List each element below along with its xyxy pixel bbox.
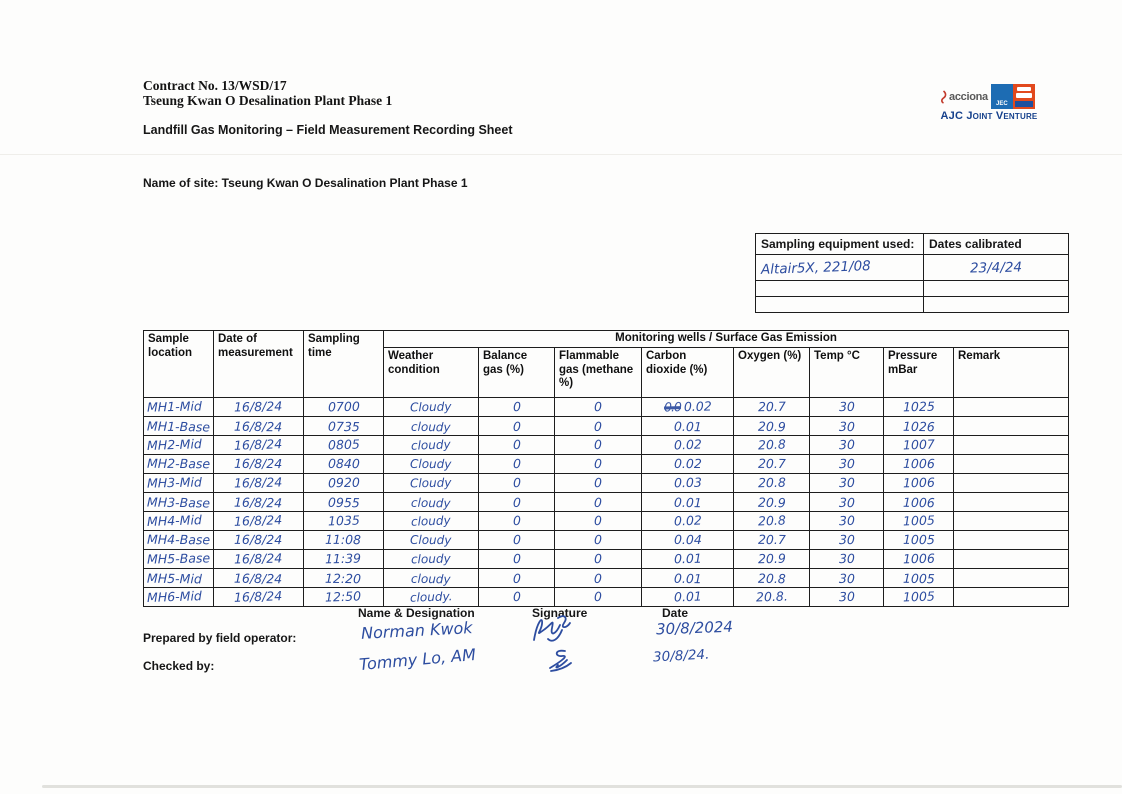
cell-flammable: 0: [555, 455, 642, 474]
header-date-of-measurement: Date of measurement: [214, 331, 304, 398]
contract-header: [143, 78, 392, 108]
cell-co2: 0.01: [642, 569, 734, 588]
cell-weather: Cloudy: [384, 398, 479, 417]
cell-balance: 0: [479, 588, 555, 607]
header-sampling-time: Sampling time: [304, 331, 384, 398]
cell-time: 0735: [304, 417, 384, 436]
dates-empty-cell: [924, 281, 1069, 297]
cell-remark: [954, 474, 1069, 493]
cell-co2: 0.03: [642, 474, 734, 493]
cell-flammable: 0: [555, 417, 642, 436]
cell-location: MH5-Mid: [144, 569, 214, 588]
cell-pressure: 1026: [884, 417, 954, 436]
joint-venture-label: AJC Joint Venture: [940, 110, 1038, 122]
cell-oxygen: 20.8: [734, 512, 810, 531]
cell-location: MH4-Mid: [144, 512, 214, 531]
equipment-used-value: Altair5X, 221/08: [756, 255, 924, 281]
header-temp: Temp °C: [810, 348, 884, 398]
cell-time: 0840: [304, 455, 384, 474]
cell-pressure: 1005: [884, 588, 954, 607]
cell-pressure: 1006: [884, 493, 954, 512]
cell-date: 16/8/24: [214, 531, 304, 550]
cell-location: MH5-Base: [144, 550, 214, 569]
cell-balance: 0: [479, 569, 555, 588]
cell-balance: 0: [479, 493, 555, 512]
header-flammable-gas: Flammable gas (methane %): [555, 348, 642, 398]
cell-date: 16/8/24: [214, 512, 304, 531]
cell-weather: Cloudy: [384, 531, 479, 550]
cell-pressure: 1006: [884, 550, 954, 569]
cell-co2: 0.02: [642, 436, 734, 455]
equipment-used-header: Sampling equipment used:: [756, 234, 924, 255]
table-row: [144, 569, 1069, 588]
cell-pressure: 1007: [884, 436, 954, 455]
cell-remark: [954, 417, 1069, 436]
cell-flammable: 0: [555, 398, 642, 417]
contract-number: Contract No. 13/WSD/17: [143, 78, 287, 93]
cell-weather: cloudy: [384, 417, 479, 436]
cell-temp: 30: [810, 512, 884, 531]
cscec-logo-icon: [1013, 84, 1035, 109]
cell-weather: cloudy.: [384, 588, 479, 607]
cell-weather: Cloudy: [384, 455, 479, 474]
cell-balance: 0: [479, 550, 555, 569]
table-row: [144, 436, 1069, 455]
cell-co2: 0.0 0.02: [642, 398, 734, 417]
dates-empty-cell: [924, 297, 1069, 313]
cell-flammable: 0: [555, 493, 642, 512]
cell-date: 16/8/24: [214, 493, 304, 512]
cell-weather: cloudy: [384, 512, 479, 531]
cell-date: 16/8/24: [214, 569, 304, 588]
header-weather-condition: Weather condition: [384, 348, 479, 398]
cell-time: 11:08: [304, 531, 384, 550]
cell-date: 16/8/24: [214, 550, 304, 569]
cell-remark: [954, 493, 1069, 512]
cell-pressure: 1005: [884, 531, 954, 550]
cell-temp: 30: [810, 531, 884, 550]
cell-remark: [954, 531, 1069, 550]
cell-temp: 30: [810, 436, 884, 455]
cell-flammable: 0: [555, 531, 642, 550]
table-row: [144, 512, 1069, 531]
cell-balance: 0: [479, 512, 555, 531]
table-row: [144, 417, 1069, 436]
cell-location: MH2-Base: [144, 455, 214, 474]
cell-co2: 0.01: [642, 493, 734, 512]
cell-date: 16/8/24: [214, 474, 304, 493]
cell-time: 11:39: [304, 550, 384, 569]
crossed-out-value: 0.0: [663, 399, 681, 415]
logo-row: [939, 84, 1039, 109]
paper-fold-line: [0, 154, 1122, 155]
cell-pressure: 1025: [884, 398, 954, 417]
monitoring-table-body: [144, 398, 1069, 607]
site-name-line: Name of site: Tseung Kwan O Desalination Plant Phase 1: [143, 176, 468, 190]
dates-calibrated-header: Dates calibrated: [924, 234, 1069, 255]
cell-remark: [954, 550, 1069, 569]
cell-remark: [954, 398, 1069, 417]
cell-balance: 0: [479, 474, 555, 493]
cell-temp: 30: [810, 550, 884, 569]
cell-oxygen: 20.8.: [734, 588, 810, 607]
form-title: Landfill Gas Monitoring – Field Measurement Recording Sheet: [143, 123, 513, 137]
cell-location: MH6-Mid: [144, 588, 214, 607]
table-row: [144, 455, 1069, 474]
cell-location: MH3-Base: [144, 493, 214, 512]
cell-co2: 0.01: [642, 417, 734, 436]
header-oxygen: Oxygen (%): [734, 348, 810, 398]
cell-oxygen: 20.8: [734, 569, 810, 588]
table-row: [144, 550, 1069, 569]
cell-date: 16/8/24: [214, 436, 304, 455]
cell-balance: 0: [479, 398, 555, 417]
cell-date: 16/8/24: [214, 398, 304, 417]
cell-temp: 30: [810, 493, 884, 512]
equipment-table: [755, 233, 1069, 313]
cell-temp: 30: [810, 398, 884, 417]
cell-co2: 0.01: [642, 550, 734, 569]
jec-label: JEC: [996, 101, 1008, 107]
cell-oxygen: 20.9: [734, 417, 810, 436]
prepared-by-signature: [528, 612, 574, 646]
checked-by-name-handwriting: Tommy Lo, AM: [358, 644, 477, 675]
header-sample-location: Sample location: [144, 331, 214, 398]
signoff-col-signature: Signature: [532, 606, 588, 620]
cell-balance: 0: [479, 531, 555, 550]
cell-pressure: 1006: [884, 474, 954, 493]
table-row: [144, 588, 1069, 607]
cell-weather: Cloudy: [384, 474, 479, 493]
project-name: Tseung Kwan O Desalination Plant Phase 1: [143, 93, 393, 108]
cell-flammable: 0: [555, 474, 642, 493]
header-balance-gas: Balance gas (%): [479, 348, 555, 398]
checked-by-label: Checked by:: [143, 659, 215, 673]
table-row: [144, 398, 1069, 417]
cell-co2: 0.01: [642, 588, 734, 607]
cell-oxygen: 20.9: [734, 493, 810, 512]
cell-remark: [954, 455, 1069, 474]
dates-calibrated-value: 23/4/24: [924, 255, 1069, 281]
header-carbon-dioxide: Carbon dioxide (%): [642, 348, 734, 398]
cell-flammable: 0: [555, 512, 642, 531]
cell-co2: 0.02: [642, 512, 734, 531]
cell-time: 12:50: [304, 588, 384, 607]
cell-location: MH3-Mid: [144, 474, 214, 493]
cell-balance: 0: [479, 455, 555, 474]
header-remark: Remark: [954, 348, 1069, 398]
header-monitoring-wells: Monitoring wells / Surface Gas Emission: [384, 331, 1069, 348]
cell-location: MH1-Mid: [144, 398, 214, 417]
cell-flammable: 0: [555, 569, 642, 588]
table-row: [144, 493, 1069, 512]
acciona-logo: [939, 90, 991, 104]
cell-pressure: 1006: [884, 455, 954, 474]
cell-temp: 30: [810, 417, 884, 436]
cell-location: MH1-Base: [144, 417, 214, 436]
cell-co2: 0.04: [642, 531, 734, 550]
cell-time: 0955: [304, 493, 384, 512]
cell-oxygen: 20.8: [734, 436, 810, 455]
cell-temp: 30: [810, 569, 884, 588]
signoff-col-name: Name & Designation: [358, 606, 475, 620]
cell-balance: 0: [479, 436, 555, 455]
cell-oxygen: 20.9: [734, 550, 810, 569]
cell-oxygen: 20.7: [734, 398, 810, 417]
cell-time: 0920: [304, 474, 384, 493]
checked-by-date-handwriting: 30/8/24.: [652, 646, 710, 666]
cell-flammable: 0: [555, 436, 642, 455]
prepared-by-name-handwriting: Norman Kwok: [360, 618, 474, 643]
checked-by-signature: [545, 648, 575, 674]
cell-date: 16/8/24: [214, 455, 304, 474]
cell-location: MH2-Mid: [144, 436, 214, 455]
cell-remark: [954, 436, 1069, 455]
jec-logo-icon: [991, 84, 1013, 109]
cell-weather: cloudy: [384, 436, 479, 455]
cell-oxygen: 20.7: [734, 531, 810, 550]
equipment-empty-cell: [756, 297, 924, 313]
signoff-col-date: Date: [662, 606, 689, 620]
cell-balance: 0: [479, 417, 555, 436]
cell-oxygen: 20.7: [734, 455, 810, 474]
cell-remark: [954, 588, 1069, 607]
cell-temp: 30: [810, 474, 884, 493]
cell-pressure: 1005: [884, 512, 954, 531]
cell-location: MH4-Base: [144, 531, 214, 550]
prepared-by-date-handwriting: 30/8/2024: [655, 617, 734, 639]
acciona-wordmark: acciona: [949, 90, 988, 103]
ajc-joint-venture-logo: [939, 84, 1039, 122]
cell-co2: 0.02: [642, 455, 734, 474]
monitoring-table: [143, 330, 1069, 607]
cell-time: 0700: [304, 398, 384, 417]
cell-temp: 30: [810, 588, 884, 607]
table-row: [144, 531, 1069, 550]
cell-pressure: 1005: [884, 569, 954, 588]
acciona-leaf-icon: [939, 90, 948, 104]
cell-temp: 30: [810, 455, 884, 474]
cell-time: 0805: [304, 436, 384, 455]
table-row: [144, 474, 1069, 493]
cell-weather: cloudy: [384, 493, 479, 512]
prepared-by-label: Prepared by field operator:: [143, 631, 297, 645]
cell-time: 12:20: [304, 569, 384, 588]
cell-date: 16/8/24: [214, 417, 304, 436]
cell-oxygen: 20.8: [734, 474, 810, 493]
cell-flammable: 0: [555, 588, 642, 607]
cell-flammable: 0: [555, 550, 642, 569]
cell-date: 16/8/24: [214, 588, 304, 607]
equipment-empty-cell: [756, 281, 924, 297]
header-pressure: Pressure mBar: [884, 348, 954, 398]
cell-remark: [954, 512, 1069, 531]
scan-bottom-edge: [42, 785, 1122, 788]
cell-remark: [954, 569, 1069, 588]
cell-time: 1035: [304, 512, 384, 531]
cell-weather: cloudy: [384, 569, 479, 588]
cell-weather: cloudy: [384, 550, 479, 569]
